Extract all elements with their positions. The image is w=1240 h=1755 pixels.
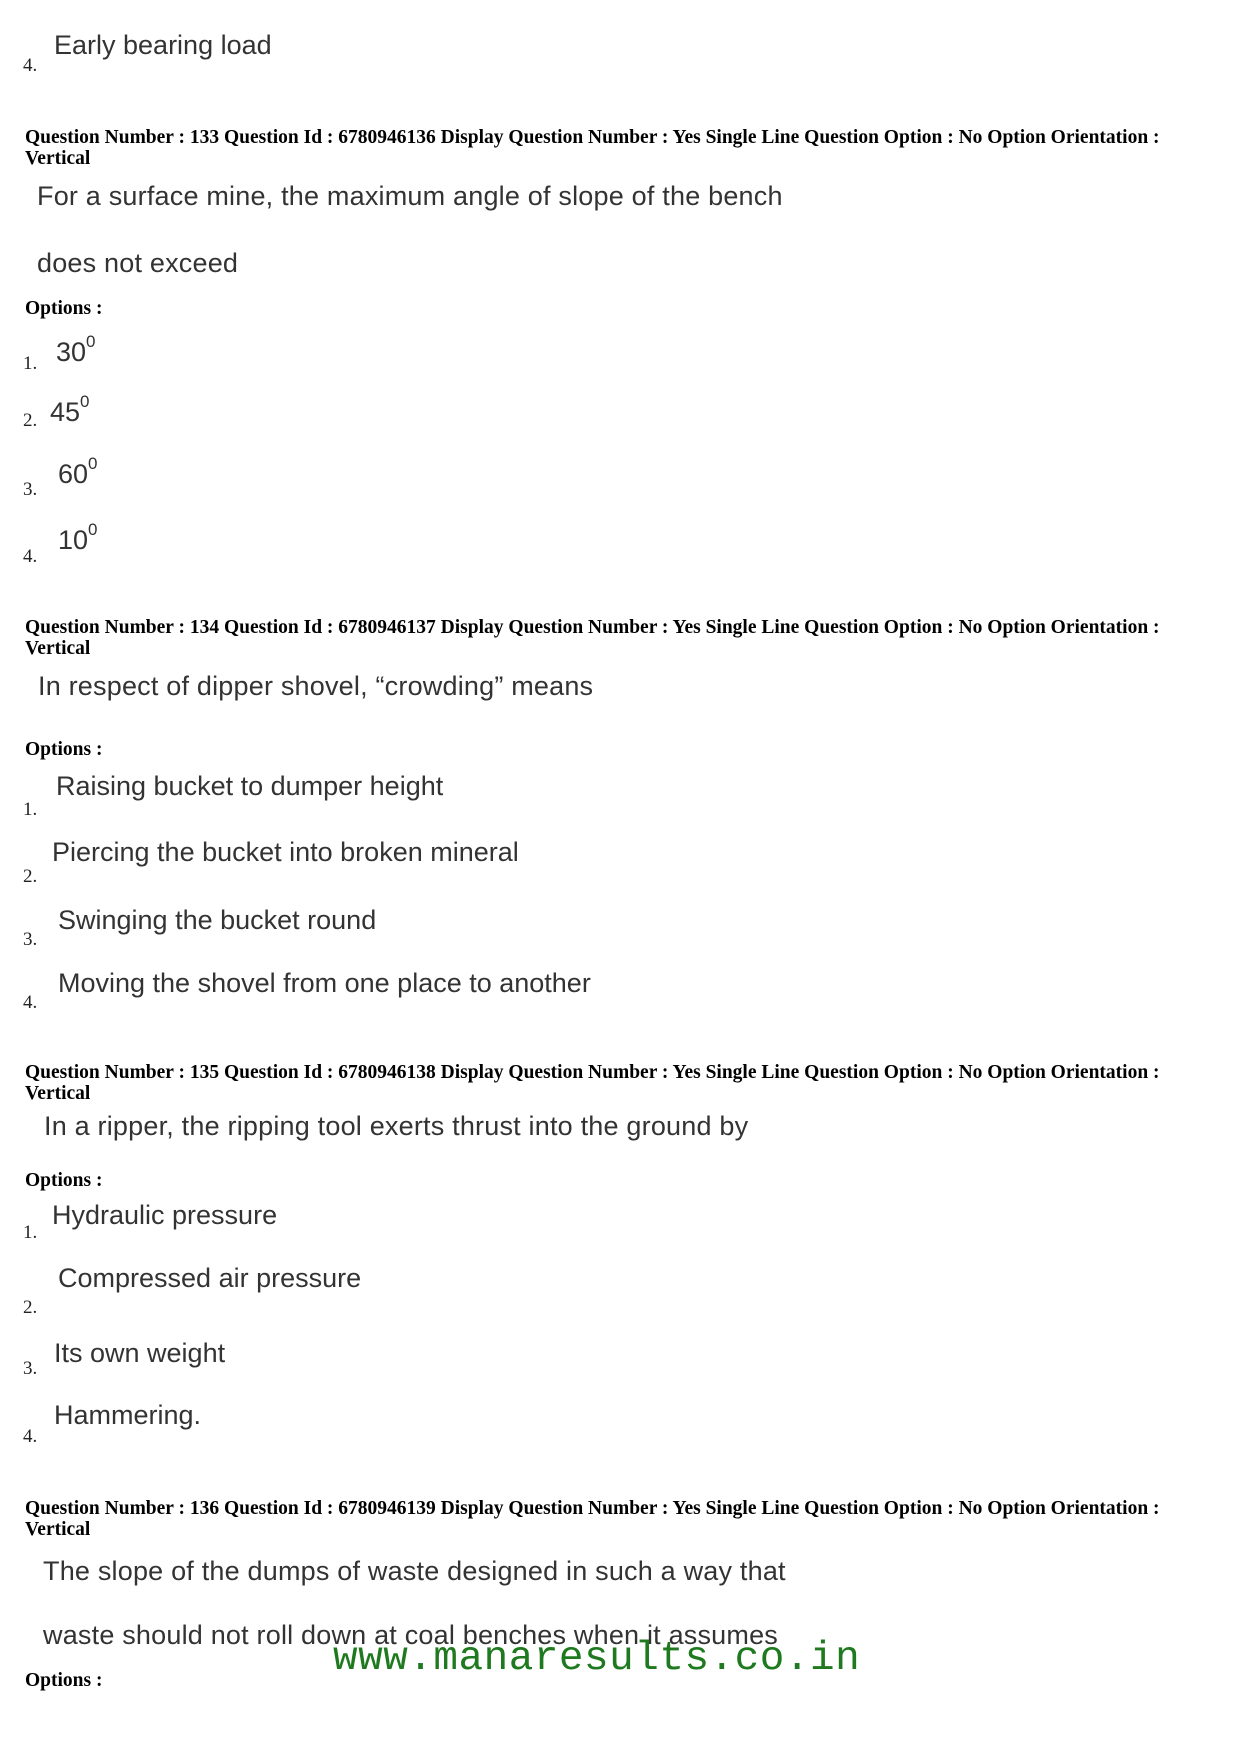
- q135-option-2: Compressed air pressure: [58, 1263, 362, 1293]
- q133-option-4: $10^0$: [58, 520, 98, 555]
- q134-option-1-number: 1.: [23, 799, 38, 820]
- q133-option-2: $45^0$: [50, 392, 90, 427]
- q135-option-3: Its own weight: [54, 1338, 226, 1368]
- prev-option-text: Early bearing load: [54, 30, 272, 60]
- q134-option-2-number: 2.: [23, 866, 38, 887]
- q133-option-1: $30^0$: [56, 332, 96, 367]
- question-134-stem: In respect of dipper shovel, “crowding” means: [38, 671, 594, 701]
- q135-option-4-number: 4.: [23, 1426, 38, 1447]
- q135-option-1-number: 1.: [23, 1222, 38, 1243]
- watermark-url: www.manaresults.co.in: [333, 1636, 861, 1682]
- question-133-options-label: Options :: [25, 298, 103, 319]
- q133-option-2-number: 2.: [23, 410, 38, 431]
- q134-option-4: Moving the shovel from one place to another: [58, 968, 591, 998]
- q134-option-1: Raising bucket to dumper height: [56, 771, 444, 801]
- question-134-options-label: Options :: [25, 739, 103, 760]
- q133-option-4-number: 4.: [23, 546, 38, 567]
- prev-option-number: 4.: [23, 55, 38, 76]
- q135-option-1: Hydraulic pressure: [52, 1200, 278, 1230]
- question-134-meta: Question Number : 134 Question Id : 6780946137 Display Question Number : Yes Single Line Question Option : No Option Orientation : Vertical: [25, 617, 1160, 659]
- question-135-meta: Question Number : 135 Question Id : 6780946138 Display Question Number : Yes Single Line Question Option : No Option Orientation : Vertical: [25, 1062, 1160, 1104]
- q135-option-2-number: 2.: [23, 1297, 38, 1318]
- question-135-options-label: Options :: [25, 1170, 103, 1191]
- q133-option-3: $60^0$: [58, 454, 98, 489]
- question-133-stem-line2: does not exceed: [37, 248, 239, 278]
- question-136-meta: Question Number : 136 Question Id : 6780946139 Display Question Number : Yes Single Line Question Option : No Option Orientation : Vertical: [25, 1498, 1160, 1540]
- q134-option-2: Piercing the bucket into broken mineral: [52, 837, 519, 867]
- question-136-stem-line1: The slope of the dumps of waste designed in such a way that: [43, 1556, 786, 1586]
- q133-option-3-number: 3.: [23, 479, 38, 500]
- q133-option-1-number: 1.: [23, 353, 38, 374]
- question-135-stem: In a ripper, the ripping tool exerts thrust into the ground by: [44, 1111, 749, 1141]
- q134-option-3: Swinging the bucket round: [58, 905, 377, 935]
- q135-option-4: Hammering.: [54, 1400, 202, 1430]
- question-136-stem-line2: waste should not roll down at coal benches when it assumes: [43, 1620, 779, 1650]
- question-133-stem-line1: For a surface mine, the maximum angle of slope of the bench: [37, 181, 783, 211]
- question-133-meta: Question Number : 133 Question Id : 6780946136 Display Question Number : Yes Single Line Question Option : No Option Orientation : Vertical: [25, 127, 1160, 169]
- question-136-options-label: Options :: [25, 1670, 103, 1691]
- q135-option-3-number: 3.: [23, 1358, 38, 1379]
- q134-option-3-number: 3.: [23, 929, 38, 950]
- q134-option-4-number: 4.: [23, 992, 38, 1013]
